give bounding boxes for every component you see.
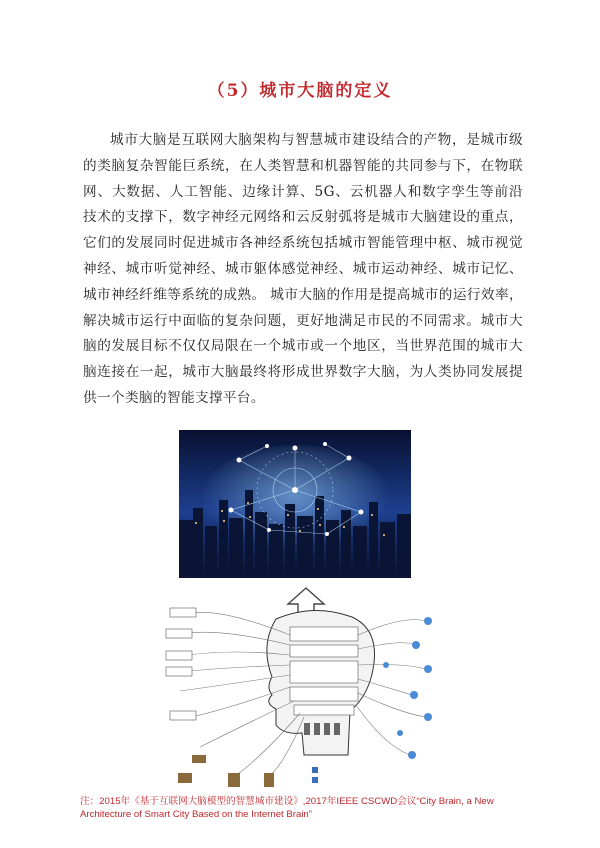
definition-paragraph: 城市大脑是互联网大脑架构与智慧城市建设结合的产物，是城市级的类脑复杂智能巨系统，在人类智慧和机器智能的共同参与下，在物联网、大数据、人工智能、边缘计算、5G、云机器人和数字孪生等前沿技术的支撑下，数字神经元网络和云反射弧将是城市大脑建设的重点，它们的发展同时促进城市各神经系统包括城市智能管理中枢、城市视觉神经、城市听觉神经、城市躯体感觉神经、城市运动神经、城市记忆、城市神经纤维等系统的成熟。 城市大脑的作用是提高城市的运行效率，解决城市运行中面临的复杂问题，更好地满足市民的不同需求。城市大脑的发展目标不仅仅局限在一个城市或一个地区，当世界范围的城市大脑连接在一起，城市大脑最终将形成世界数字大脑，为人类协同发展提供一个类脑的智能支撑平台。 (83, 132, 523, 406)
source-footnote: 注：2015年《基于互联网大脑模型的智慧城市建设》,2017年IEEE CSCWD会议“City Brain, a New Architecture of Smart City Based on the Internet Brain” (80, 796, 494, 820)
section-title: （5）城市大脑的定义 (207, 81, 393, 101)
city-brain-architecture-diagram (164, 605, 450, 793)
city-brain-night-photo (179, 430, 411, 578)
